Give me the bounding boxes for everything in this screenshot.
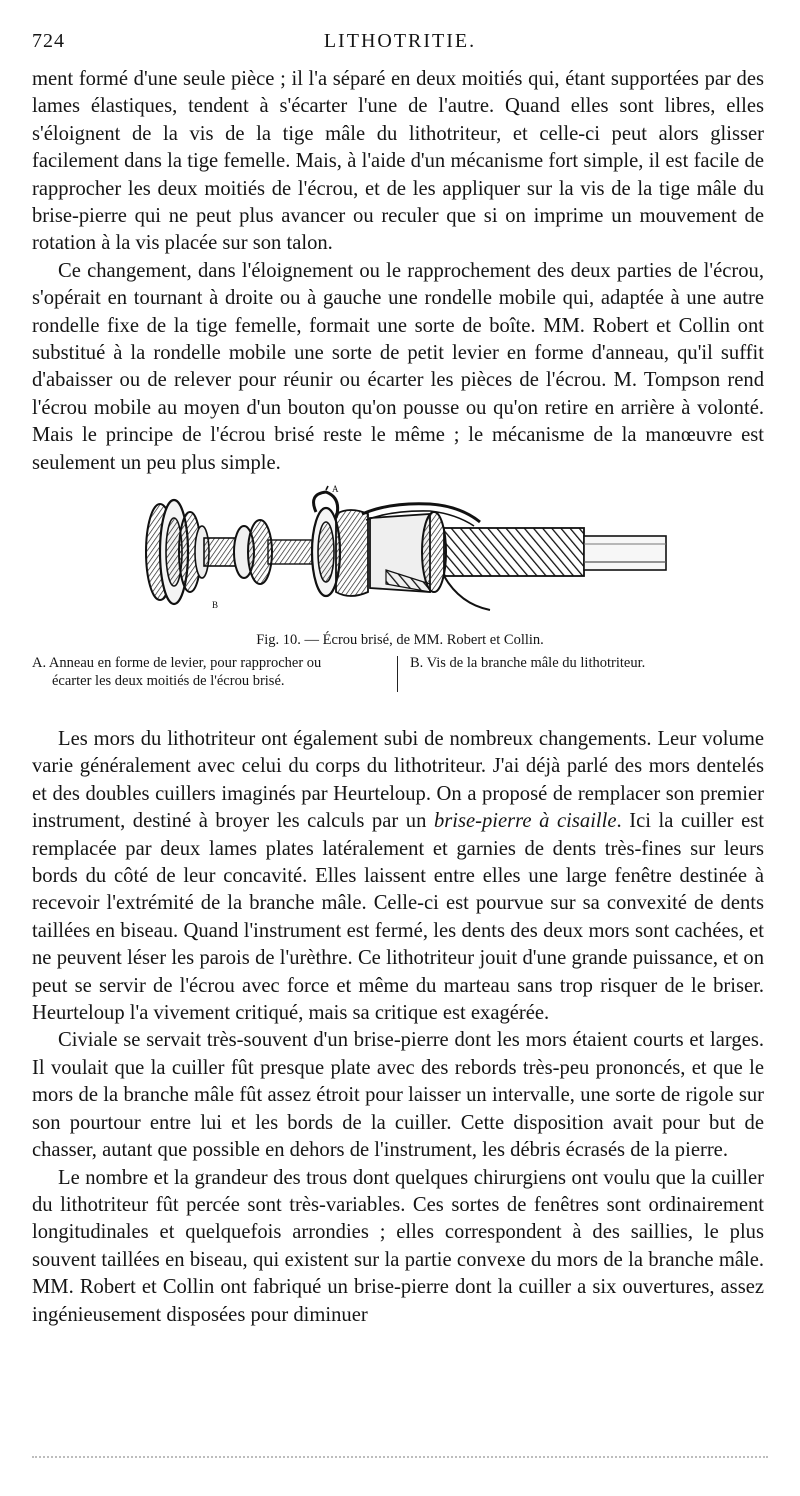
paragraph-continued: ment formé d'une seule pièce ; il l'a séparé en deux moitiés qui, étant supportées par des lames élastiques, tendent à s'écarter l'une de l'autre. Quand elles sont libres, elles s'éloignent de la vis de la tige mâle du lithotriteur, et celle-ci peut alors glisser facilement dans la tige femelle. Mais, à l'aide d'un mécanisme fort simple, il est facile de rapprocher les deux moitiés de l'écrou, et de les appliquer sur la vis de la tige mâle du brise-pierre qui ne peut plus avancer ou reculer que si on imprime un mouvement de rotation à la vis placée sur son talon. [32,68,764,255]
paragraph [32,726,764,1027]
running-header [32,30,768,58]
paragraph-text-rest: . Ici la cuiller est remplacée par deux lames plates latéralement et garnies de dents très-fines sur leurs bords du côté de leur concavité. Elles laissent entre elles une large fenêtre destinée à recevoir l'extrémité de la branche mâle. Celle-ci est pourvue sur sa convexité de dents taillées en biseau. Quand l'instrument est fermé, les dents des deux mors sont cachées, et ne peuvent léser les parois de l'urèthre. Ce lithotriteur jouit d'une grande puissance, et on peut se servir de l'écrou avec force et même du marteau sans trop risquer de le briser. Heurteloup l'a vivement critiqué, mais sa critique est exagérée. [32,810,764,1025]
paragraph-text: Les mors du lithotriteur ont également subi de nombreux changements. Leur volume varie généralement avec celui du corps du lithotriteur. J'ai déjà parlé des mors dentelés et des doubles cuillers imaginés par Heurteloup. On a proposé de remplacer son premier instrument, destiné à broyer les calculs par un [32,728,764,833]
figure-marker-b: B [212,600,219,610]
figure-legend [32,654,768,698]
paragraph: Le nombre et la grandeur des trous dont quelques chirurgiens ont voulu que la cuiller du lithotriteur fût percée sont très-variables. Ces sortes de fenêtres sont ordinairement longitudinales et quelquefois arrondies ; elles correspondent à des saillies, le plus souvent taillées en biseau, qui existent sur la partie convexe du mors de la branche mâle. MM. Robert et Collin ont fabriqué un brise-pierre dont la cuiller a six ouvertures, assez ingénieusement disposées pour diminuer [32,1166,764,1326]
legend-a-line2: écarter les deux moitiés de l'écrou brisé. [52,673,285,689]
paragraph: Ce changement, dans l'éloignement ou le rapprochement des deux parties de l'écrou, s'opérait en tournant à droite ou à gauche une rondelle mobile qui, adaptée à une autre rondelle fixe de la tige femelle, formait une sorte de boîte. MM. Robert et Collin ont substitué à la rondelle mobile une sorte de petit levier en forme d'anneau, qu'il suffit d'abaisser ou de relever pour réunir ou écarter les pièces de l'écrou. M. Tompson rend l'écrou mobile au moyen d'un bouton qu'on pousse ou qu'on retire en arrière à volonté. Mais le principe de l'écrou brisé reste le même ; le mécanisme de la manœuvre est seulement un peu plus simple. [32,259,764,474]
bottom-dotted-rule [32,1456,768,1460]
legend-a-line1: A. Anneau en forme de levier, pour rapprocher ou [32,655,322,671]
handle-rondelle [146,500,209,604]
legend-item-a [32,654,388,690]
running-title: LITHOTRITIE. [323,30,477,52]
text-block-top [32,66,764,477]
split-nut-body [312,508,446,596]
legend-divider [397,656,398,692]
legend-item-b: B. Vis de la branche mâle du lithotriteur. [410,655,646,671]
text-block-bottom [32,726,764,1329]
figure-marker-a: A [332,484,339,494]
broken-nut-engraving [130,484,670,624]
italic-term: brise-pierre à cisaille [433,810,617,833]
page-number: 724 [32,30,65,52]
figure-caption: Fig. 10. — Écrou brisé, de MM. Robert et Collin. [256,632,544,648]
figure-illustration [130,484,670,624]
shaft-collars [204,520,312,584]
paragraph: Civiale se servait très-souvent d'un brise-pierre dont les mors étaient courts et larges. Il voulait que la cuiller fût presque plate avec des rebords très-peu prononcés, et que le mors de la branche mâle fût assez étroit pour laisser un intervalle, une sorte de rigole sur son pourtour entre lui et les bords de la cuiller. Cette disposition avait pour but de chasser, autant que possible en dehors de l'instrument, les débris écrasés de la pierre. [32,1029,764,1162]
